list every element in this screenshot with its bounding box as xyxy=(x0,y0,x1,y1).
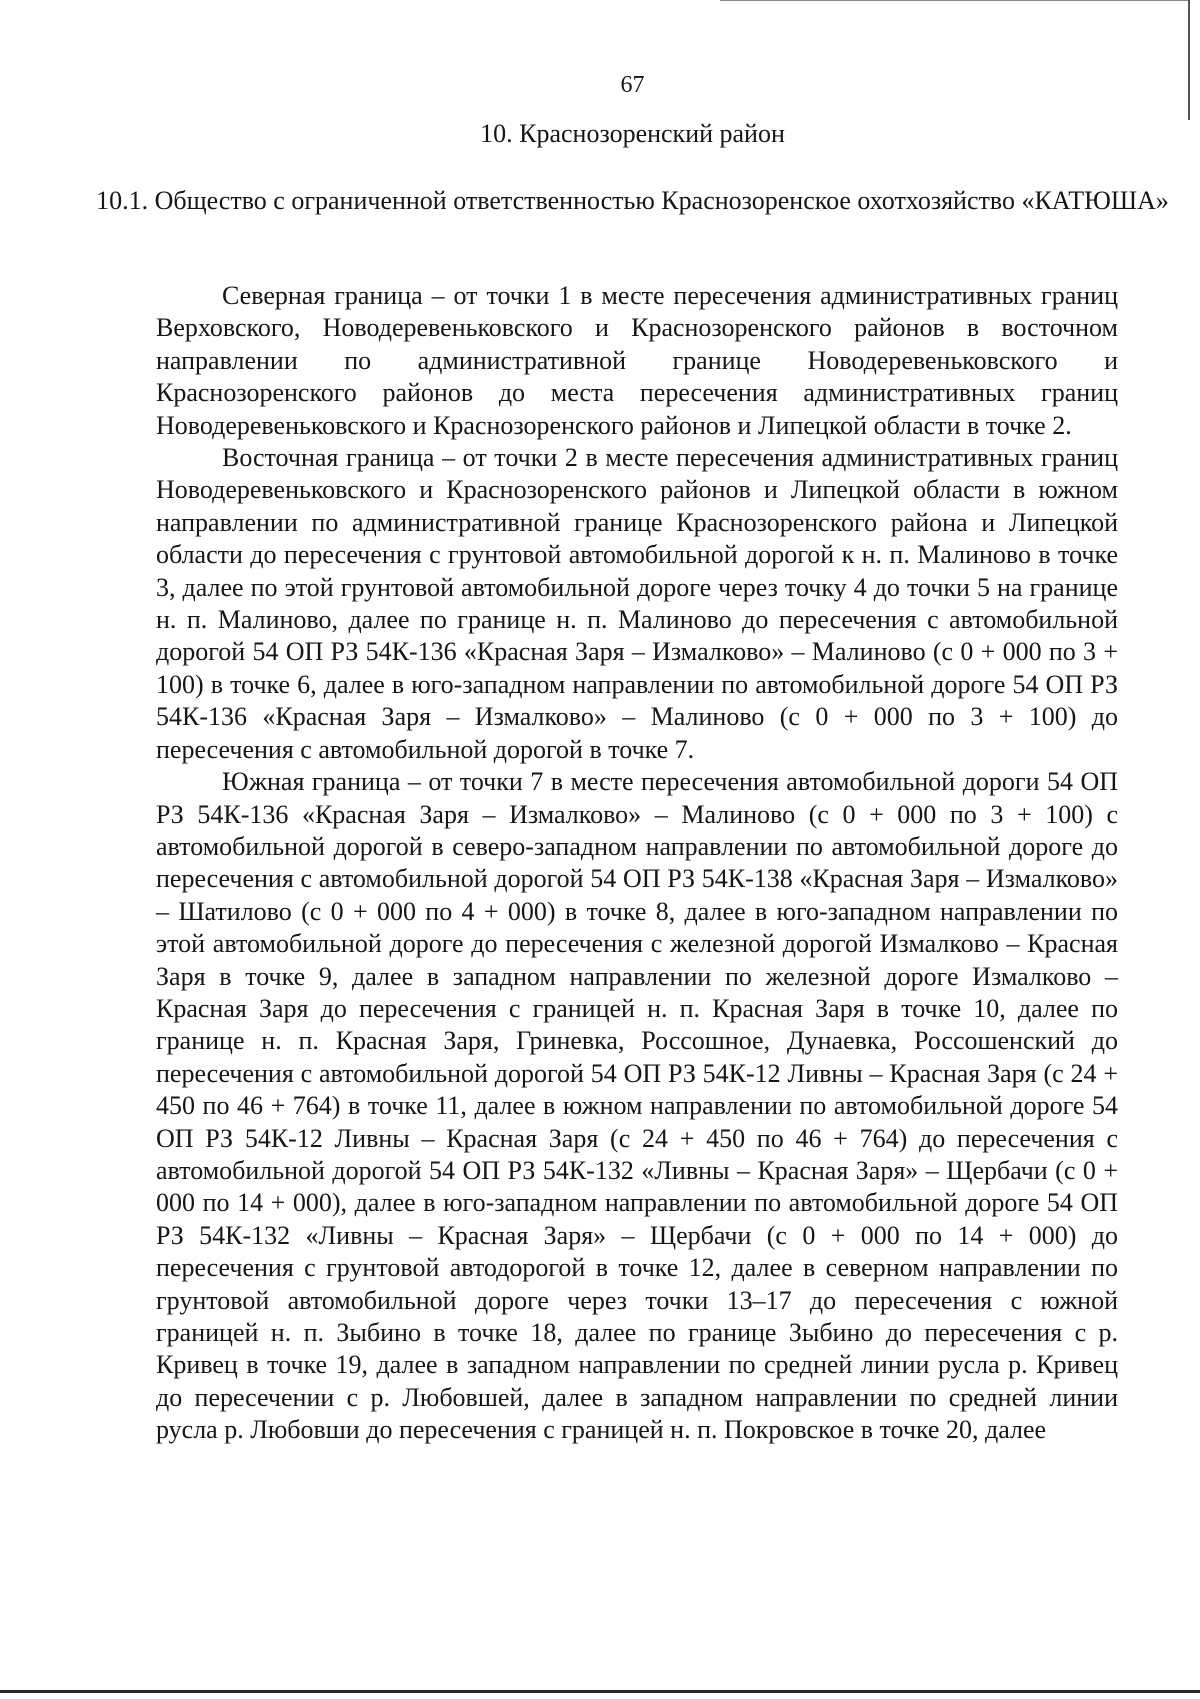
paragraph-south-border: Южная граница – от точки 7 в месте пересечения автомобильной дороги 54 ОП РЗ 54К-136 «Красная Заря – Измалково» – Малиново (с 0 + 000 по 3 + 100) с автомобильной дорогой в северо-западном направлении по автомобильной дороге до пересечения с автомобильной дорогой 54 ОП РЗ 54К-138 «Красная Заря – Измалково» – Шатилово (с 0 + 000 по 4 + 000) в точке 8, далее в юго-западном направлении по этой автомобильной дороге до пересечения с железной дорогой Измалково – Красная Заря в точке 9, далее в западном направлении по железной дороге Измалково – Красная Заря до пересечения с границей н. п. Красная Заря в точке 10, далее по границе н. п. Красная Заря, Гриневка, Россошное, Дунаевка, Россошенский до пересечения с автомобильной дорогой 54 ОП РЗ 54К-12 Ливны – Красная Заря (с 24 + 450 по 46 + 764) в точке 11, далее в южном направлении по автомобильной дороге 54 ОП РЗ 54К-12 Ливны – Красная Заря (с 24 + 450 по 46 + 764) до пересечения с автомобильной дорогой 54 ОП РЗ 54К-132 «Ливны – Красная Заря» – Щербачи (с 0 + 000 по 14 + 000), далее в юго-западном направлении по автомобильной дороге 54 ОП РЗ 54К-132 «Ливны – Красная Заря» – Щербачи (с 0 + 000 по 14 + 000) до пересечения с грунтовой автодорогой в точке 12, далее в северном направлении по грунтовой автомобильной дороге через точки 13–17 до пересечения с южной границей н. п. Зыбино в точке 18, далее по границе Зыбино до пересечения с р. Кривец в точке 19, далее в западном направлении по средней линии русла р. Кривец до пересечении с р. Любовшей, далее в западном направлении по средней линии русла р. Любовши до пересечения с границей н. п. Покровское в точке 20, далее xyxy=(156,767,1118,1445)
body-text xyxy=(156,280,1118,1447)
scan-edge-top xyxy=(720,0,1190,1)
section-title: 10. Краснозоренский район xyxy=(480,119,785,148)
paragraph-east-border: Восточная граница – от точки 2 в месте пересечения административных границ Новодеревеньковского и Краснозоренского районов и Липецкой области в южном направлении по административной границе Краснозоренского района и Липецкой области до пересечения с грунтовой автомобильной дорогой к н. п. Малиново в точке 3, далее по этой грунтовой автомобильной дороге через точку 4 до точки 5 на границе н. п. Малиново, далее по границе н. п. Малиново до пересечения с автомобильной дорогой 54 ОП РЗ 54К-136 «Красная Заря – Измалково» – Малиново (с 0 + 000 по 3 + 100) в точке 6, далее в юго-западном направлении по автомобильной дороге 54 ОП РЗ 54К-136 «Красная Заря – Измалково» – Малиново (с 0 + 000 по 3 + 100) до пересечения с автомобильной дорогой в точке 7. xyxy=(156,443,1118,764)
paragraph-north-border: Северная граница – от точки 1 в месте пересечения административных границ Верховского, Новодеревеньковского и Краснозоренского районов в восточном направлении по административной границе Новодеревеньковского и Краснозоренского районов до места пересечения административных границ Новодеревеньковского и Краснозоренского районов и Липецкой области в точке 2. xyxy=(156,281,1118,440)
page-number: 67 xyxy=(620,72,645,98)
scan-edge-right xyxy=(1188,0,1190,120)
scan-edge-bottom xyxy=(0,1690,1200,1693)
subsection-title: 10.1. Общество с ограниченной ответственностью Краснозоренское охотхозяйство «КАТЮША» xyxy=(96,186,1169,215)
